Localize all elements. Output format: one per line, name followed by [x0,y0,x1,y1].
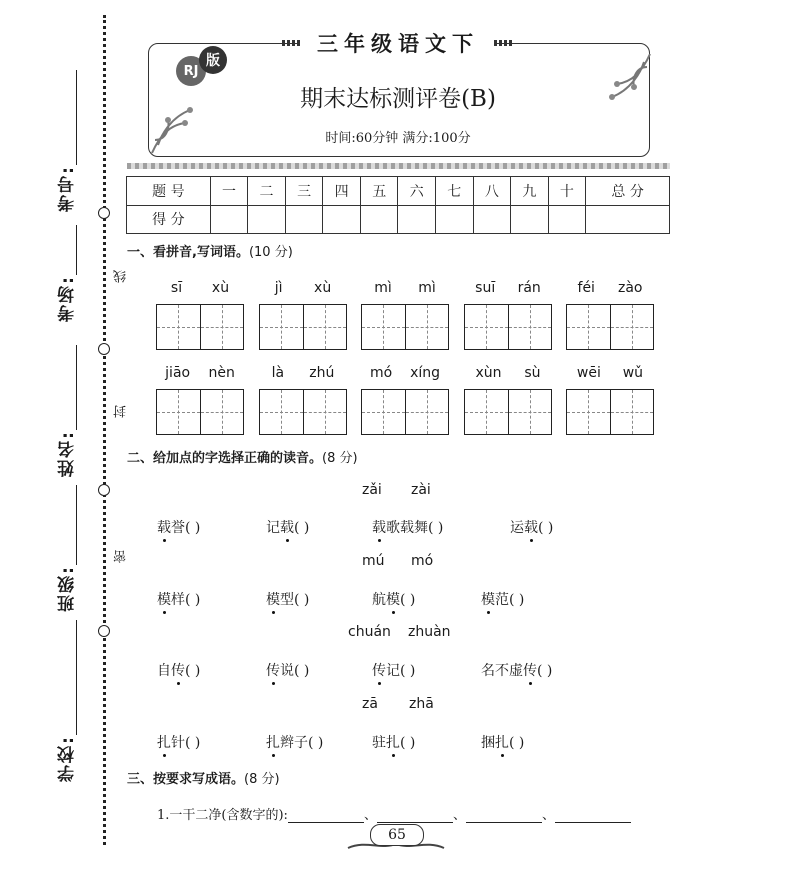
answer-blank[interactable] [555,810,631,823]
word-prefix: 名不虚 [481,663,523,679]
pinyin-option: zǎi [362,482,382,498]
writing-cell[interactable] [567,390,611,434]
pinyin-syllable: jì [274,280,283,296]
pinyin-option: zhā [409,696,434,712]
word-suffix: 誉( ) [171,520,201,536]
writing-cell[interactable] [406,390,449,434]
pinyin-syllable: mì [418,280,436,296]
pinyin-syllable: sù [524,365,541,381]
word-prefix: 捆 [481,735,495,751]
binding-hole [98,343,110,355]
word-prefix: 运 [510,520,524,536]
pinyin-text [361,280,449,298]
section-title: 三、按要求写成语。 [127,772,245,787]
exam-meta: 时间:60分钟 满分:100分 [325,131,471,146]
writing-cell[interactable] [157,390,201,434]
section-title: 二、给加点的字选择正确的读音。 [127,451,323,466]
score-header-cell: 八 [473,177,511,206]
pinyin-word [464,365,552,435]
decorative-divider [127,163,670,169]
writing-cell[interactable] [465,305,509,349]
score-table [126,176,670,234]
writing-cell[interactable] [304,305,347,349]
pinyin-syllable: féi [577,280,595,296]
pinyin-word [259,280,347,350]
pronunciation-item[interactable] [372,732,415,752]
binding-hole [98,207,110,219]
pinyin-syllable: mì [374,280,392,296]
cut-line [103,15,106,845]
writing-cell[interactable] [406,305,449,349]
pinyin-syllable: mó [369,365,393,381]
writing-cell[interactable] [304,390,347,434]
word-suffix: 针( ) [171,735,201,751]
answer-blank[interactable] [466,810,542,823]
pronunciation-item[interactable] [372,517,443,537]
dotted-char: 载 [157,520,171,536]
dotted-char: 扎 [266,735,280,751]
pinyin-option: zài [411,482,431,498]
name-label: 姓名: [58,430,78,477]
score-header-cell: 三 [285,177,323,206]
writing-cell[interactable] [465,390,509,434]
word-prefix: 驻 [372,735,386,751]
class-field[interactable] [76,485,77,565]
writing-boxes [156,304,244,350]
writing-boxes [361,304,449,350]
pinyin-syllable: xíng [410,365,441,381]
pinyin-text [156,365,244,383]
pronunciation-item[interactable] [372,660,415,680]
pinyin-word [156,280,244,350]
writing-boxes [464,304,552,350]
word-suffix: ( ) [185,663,201,679]
writing-boxes [566,304,654,350]
pronunciation-item[interactable] [481,589,524,609]
writing-cell[interactable] [157,305,201,349]
writing-cell[interactable] [611,305,654,349]
pinyin-option: zā [362,696,378,712]
name-field[interactable] [76,345,77,430]
dotted-char: 载 [280,520,294,536]
page-number: 65 [370,824,424,846]
pinyin-syllable: jiāo [165,365,191,381]
exam-room-field[interactable] [76,225,77,275]
word-prefix: 自 [157,663,171,679]
word-suffix: ( ) [400,735,416,751]
pronunciation-item[interactable] [157,517,200,537]
writing-boxes [156,389,244,435]
pinyin-syllable: xù [211,280,230,296]
seal-char-secret: 密 [114,550,129,563]
dotted-char: 传 [372,663,386,679]
score-label-cell: 得 分 [127,205,211,234]
pinyin-syllable: zào [617,280,643,296]
table-row [127,177,670,206]
pinyin-option: mú [362,553,385,569]
exam-number-field[interactable] [76,70,77,165]
score-header-cell: 总 分 [586,177,670,206]
binding-hole [98,484,110,496]
pinyin-syllable: xùn [475,365,502,381]
writing-cell[interactable] [509,305,552,349]
section-1-heading [127,241,293,260]
seal-char-line: 线 [114,270,129,283]
word-suffix: 记( ) [386,663,416,679]
word-suffix: ( ) [294,520,310,536]
pinyin-option: chuán [348,624,391,640]
section-points: (10 分) [248,245,293,260]
score-input-cell[interactable] [398,205,436,234]
score-header-cell: 七 [436,177,474,206]
pinyin-text [464,280,552,298]
score-header-cell: 二 [248,177,286,206]
pronunciation-item[interactable] [372,589,415,609]
pinyin-text [156,280,244,298]
word-suffix: ( ) [400,592,416,608]
writing-cell[interactable] [260,390,304,434]
writing-boxes [259,389,347,435]
word-prefix: 记 [266,520,280,536]
word-suffix: 说( ) [280,663,310,679]
pinyin-text [259,280,347,298]
word-suffix: ( ) [509,735,525,751]
pinyin-syllable: wēi [576,365,601,381]
pronunciation-item[interactable] [481,732,524,752]
writing-cell[interactable] [201,390,244,434]
edition-badge: RJ [176,56,206,86]
score-input-cell[interactable] [436,205,474,234]
writing-cell[interactable] [201,305,244,349]
score-header-cell: 十 [548,177,586,206]
pinyin-text [566,280,654,298]
score-header-cell: 五 [360,177,398,206]
score-input-cell[interactable] [511,205,549,234]
pronunciation-item[interactable] [266,589,309,609]
question-label: 1.一干二净(含数字的): [157,808,288,823]
pinyin-syllable: suī [475,280,496,296]
pinyin-syllable: rán [517,280,541,296]
pinyin-word [566,280,654,350]
word-suffix: 型( ) [280,592,310,608]
exam-title: 期末达标测评卷(B) [300,86,496,112]
writing-boxes [566,389,654,435]
school-field[interactable] [76,620,77,735]
score-input-cell[interactable] [285,205,323,234]
exam-room-label: 考场: [58,275,78,322]
pinyin-syllable: zhú [309,365,335,381]
dotted-char: 模 [386,592,400,608]
dotted-char: 扎 [386,735,400,751]
pinyin-text [566,365,654,383]
writing-boxes [361,389,449,435]
pronunciation-item[interactable] [157,589,200,609]
pinyin-option: mó [411,553,434,569]
writing-cell[interactable] [362,390,406,434]
writing-boxes [464,389,552,435]
word-prefix: 航 [372,592,386,608]
score-header-cell: 六 [398,177,436,206]
pinyin-word [259,365,347,435]
score-input-cell[interactable] [586,205,670,234]
section-title: 一、看拼音,写词语。 [127,245,249,260]
dotted-char: 载 [372,520,386,536]
score-input-cell[interactable] [323,205,361,234]
pinyin-syllable: sī [170,280,183,296]
writing-boxes [259,304,347,350]
idiom-question-1 [157,804,631,823]
pinyin-option: zhuàn [408,624,451,640]
score-header-cell: 题 号 [127,177,211,206]
pinyin-word [464,280,552,350]
pinyin-text [259,365,347,383]
pinyin-text [464,365,552,383]
dotted-char: 传 [266,663,280,679]
writing-cell[interactable] [509,390,552,434]
dotted-char: 传 [171,663,185,679]
score-input-cell[interactable] [360,205,398,234]
edition-badge-ban: 版 [199,46,227,74]
dotted-char: 模 [157,592,171,608]
score-input-cell[interactable] [548,205,586,234]
separator: 、 [541,808,555,823]
binding-margin [0,0,129,882]
exam-number-label: 考号: [58,165,78,212]
dotted-char: 模 [266,592,280,608]
pronunciation-item[interactable] [157,732,200,752]
pronunciation-item[interactable] [266,732,323,752]
pinyin-syllable: là [271,365,285,381]
word-suffix: 辫子( ) [280,735,324,751]
score-input-cell[interactable] [210,205,248,234]
score-header-cell: 一 [210,177,248,206]
pronunciation-item[interactable] [266,517,309,537]
word-suffix: 样( ) [171,592,201,608]
section-points: (8 分) [322,451,358,466]
pronunciation-item[interactable] [157,660,200,680]
word-suffix: 范( ) [495,592,525,608]
table-row [127,205,670,234]
separator: 、 [452,808,466,823]
score-input-cell[interactable] [248,205,286,234]
pronunciation-item[interactable] [481,660,552,680]
dotted-char: 扎 [157,735,171,751]
section-3-heading [127,768,280,787]
word-suffix: ( ) [538,520,554,536]
dotted-char: 载 [524,520,538,536]
pinyin-word [361,280,449,350]
pinyin-syllable: nèn [208,365,235,381]
word-suffix: 歌载舞( ) [386,520,444,536]
binding-hole [98,625,110,637]
pinyin-syllable: wǔ [622,365,644,381]
dotted-char: 扎 [495,735,509,751]
pinyin-word [156,365,244,435]
pronunciation-item[interactable] [510,517,553,537]
score-input-cell[interactable] [473,205,511,234]
pronunciation-item[interactable] [266,660,309,680]
answer-blank[interactable] [377,810,453,823]
score-header-cell: 四 [323,177,361,206]
dotted-char: 模 [481,592,495,608]
seal-char-seal: 封 [114,405,129,418]
series-title: 三年级语文下 [300,28,496,58]
section-2-heading [127,447,358,466]
word-suffix: ( ) [537,663,553,679]
writing-cell[interactable] [567,305,611,349]
dotted-char: 传 [523,663,537,679]
class-label: 班级: [58,565,78,612]
answer-blank[interactable] [288,810,364,823]
separator: 、 [363,808,377,823]
pinyin-syllable: xù [314,280,332,296]
pinyin-word [361,365,449,435]
writing-cell[interactable] [260,305,304,349]
section-points: (8 分) [244,772,280,787]
writing-cell[interactable] [611,390,654,434]
writing-cell[interactable] [362,305,406,349]
pinyin-word [566,365,654,435]
school-label: 学校: [58,735,78,782]
score-header-cell: 九 [511,177,549,206]
pinyin-text [361,365,449,383]
